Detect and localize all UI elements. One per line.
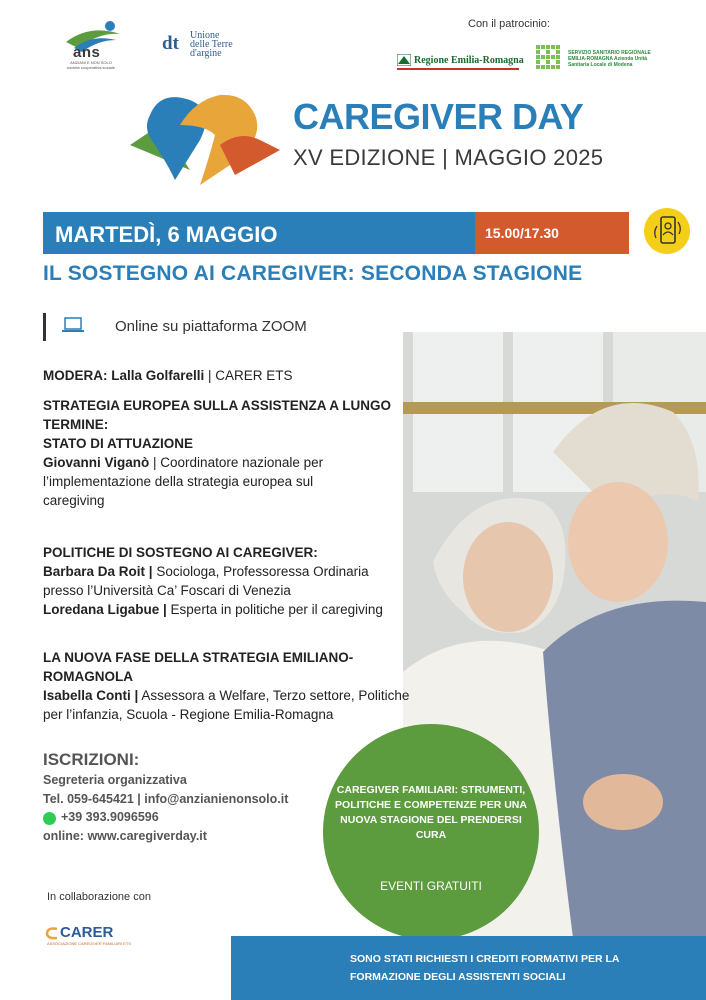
online-platform: Online su piattaforma ZOOM <box>115 318 307 335</box>
highlight-text: CAREGIVER FAMILIARI: STRUMENTI, POLITICHE E COMPETENZE PER UNA NUOVA STAGIONE DEL PRENDERSI CURA <box>335 784 527 841</box>
terre-logo-text: Unione delle Terre d'argine <box>190 30 233 59</box>
ssr-logo-icon <box>536 45 562 71</box>
terre-logo-mark: dt <box>162 33 179 54</box>
credits-text: SONO STATI RICHIESTI I CREDITI FORMATIVI PER LA FORMAZIONE DEGLI ASSISTENTI SOCIALI <box>350 953 620 983</box>
ans-logo-subtext: ANZIANI E NON SOLO società cooperativa sociale <box>66 60 116 70</box>
laptop-icon <box>62 317 84 335</box>
moderator-line <box>43 366 403 385</box>
ans-logo-text: ans <box>73 44 101 61</box>
moderator-org: | CARER ETS <box>204 368 293 383</box>
free-events-label: EVENTI GRATUITI <box>380 879 482 893</box>
registration-website[interactable]: online: www.caregiverday.it <box>43 829 207 843</box>
carer-logo: CARER <box>60 924 114 941</box>
session-2-speaker-2: Loredana Ligabue | <box>43 602 167 617</box>
whatsapp-icon <box>43 812 56 825</box>
event-title: CAREGIVER DAY <box>293 96 584 137</box>
collaboration-label: In collaborazione con <box>47 891 151 903</box>
heart-logo-icon <box>120 85 285 190</box>
session-2 <box>43 543 403 619</box>
phone-icon <box>644 208 690 254</box>
session-2-speaker-1-line <box>43 562 398 600</box>
session-1 <box>43 396 393 510</box>
session-3-speaker-line <box>43 686 413 724</box>
event-subtitle: IL SOSTEGNO AI CAREGIVER: SECONDA STAGIONE <box>43 262 583 285</box>
session-3-role: Assessora a Welfare, Terzo settore, Politiche per l’infanzia, Scuola - Regione Emilia-Romagna <box>43 688 410 722</box>
registration-contacts[interactable]: Tel. 059-645421 | info@anzianienonsolo.it <box>43 792 289 806</box>
registration-secretariat: Segreteria organizzativa <box>43 773 187 787</box>
registration-title: ISCRIZIONI: <box>43 750 140 769</box>
phone-badge <box>644 208 690 254</box>
session-2-role-1: Sociologa, Professoressa Ordinaria presso l’Università Ca’ Foscari di Venezia <box>43 564 369 598</box>
session-2-title: POLITICHE DI SOSTEGNO AI CAREGIVER: <box>43 545 318 560</box>
regione-name: Regione Emilia-Romagna <box>414 55 524 66</box>
session-1-speaker-line <box>43 453 353 510</box>
event-edition: XV EDIZIONE | MAGGIO 2025 <box>293 145 604 170</box>
session-3-speaker: Isabella Conti | <box>43 688 139 703</box>
carer-logo-subtext: ASSOCIAZIONE CAREGIVER FAMILIARI ETS <box>47 941 132 946</box>
session-2-role-2: Esperta in politiche per il caregiving <box>166 602 383 617</box>
session-3-title: LA NUOVA FASE DELLA STRATEGIA EMILIANO-ROMAGNOLA <box>43 650 354 684</box>
moderator-label: MODERA: Lalla Golfarelli <box>43 368 205 383</box>
event-time: 15.00/17.30 <box>485 225 559 241</box>
session-2-speaker-1: Barbara Da Roit | <box>43 564 153 579</box>
session-1-subtitle: STATO DI ATTUAZIONE <box>43 436 193 451</box>
patrocinio-label: Con il patrocinio: <box>468 18 550 30</box>
online-divider <box>43 313 46 341</box>
session-1-title: STRATEGIA EUROPEA SULLA ASSISTENZA A LUNGO TERMINE: <box>43 398 392 432</box>
carer-logo-icon <box>45 926 59 940</box>
session-1-speaker: Giovanni Viganò <box>43 455 150 470</box>
regione-logo-icon <box>397 54 411 66</box>
session-3 <box>43 648 443 724</box>
registration-whatsapp[interactable]: +39 393.9096596 <box>61 810 159 824</box>
session-2-speaker-2-line <box>43 600 418 619</box>
event-date: MARTEDÌ, 6 MAGGIO <box>55 222 278 247</box>
regione-underline <box>397 68 519 70</box>
ssr-text: SERVIZIO SANITARIO REGIONALE EMILIA-ROMAGNA Azienda Unità Sanitaria Locale di Modena <box>568 50 651 68</box>
session-1-role: | Coordinatore nazionale per l’implementazione della strategia europea sul caregiving <box>43 455 324 508</box>
